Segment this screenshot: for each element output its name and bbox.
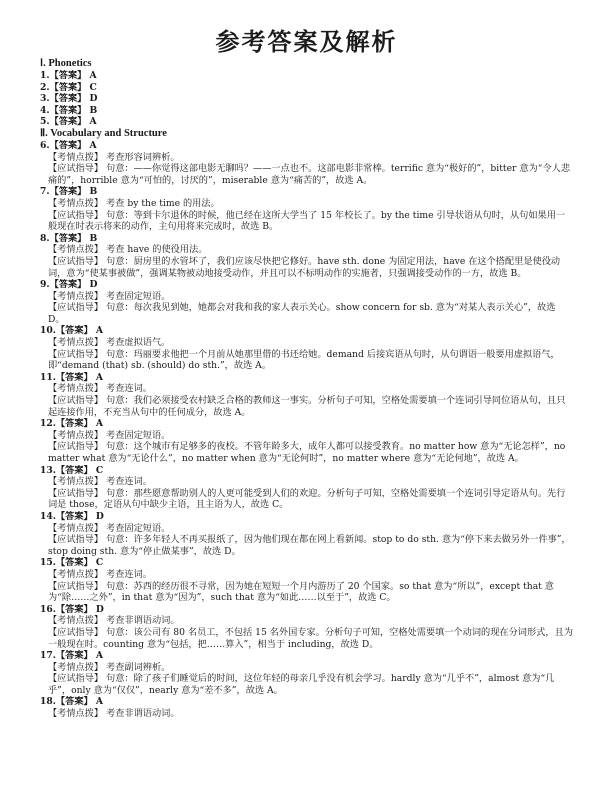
answer-key: 【答案】 A — [55, 325, 104, 337]
exam-point: 【考情点拨】 考查固定短语。 — [48, 290, 171, 302]
answer-guide: 【应试指导】 句意：这个城市有足够多的夜校。不管年龄多大，成年人都可以接受教育。no matter how 意为“无论怎样”，no matter what 意为“无论什么”，no matter when 意为“无论何时”，no matter where 意为“无论何地”，故选 A。 — [48, 441, 566, 464]
answer-key: 【答案】 A — [49, 70, 97, 81]
answer-line — [40, 325, 573, 337]
answer-guide: 【应试指导】 句意：许多年轻人不再买报纸了，因为他们现在都在网上看新闻。stop to do sth. 意为“停下来去做另外一件事”，stop doing sth. 意为“停止做某事”，故选 D。 — [48, 534, 571, 557]
answer-guide: 【应试指导】 句意：那些愿意帮助别人的人更可能受到人们的欢迎。分析句子可知，空格处需要填一个连词引导定语从句。先行词是 those，定语从句中缺少主语，且主语为人，故选 C。 — [48, 487, 566, 511]
question-number: 10. — [40, 325, 56, 337]
exam-point: 【考情点拨】 考查固定短语。 — [48, 429, 171, 441]
question-number: 2. — [40, 81, 50, 93]
section-heading: Ⅰ. Phonetics — [40, 58, 92, 69]
answer-key: 【答案】 B — [49, 104, 98, 116]
exam-point: 【考情点拨】 考查非谓语动词。 — [48, 708, 180, 720]
question-number: 12. — [40, 418, 56, 430]
answer-key: 【答案】 B — [49, 232, 98, 244]
question-number: 17. — [40, 650, 56, 662]
exam-point: 【考情点拨】 考查虚拟语气。 — [48, 337, 171, 349]
question-number: 11. — [40, 371, 56, 383]
exam-point: 【考情点拨】 考查 by the time 的用法。 — [48, 197, 220, 209]
answer-key: 【答案】 A — [55, 650, 104, 662]
answer-key: 【答案】 A — [55, 371, 104, 383]
exam-point: 【考情点拨】 考查连词。 — [48, 383, 152, 395]
exam-point: 【考情点拨】 考查连词。 — [48, 476, 152, 488]
answer-key: 【答案】 A — [49, 116, 97, 128]
answer-line — [40, 418, 573, 430]
answer-line — [40, 70, 573, 82]
answer-line — [40, 465, 573, 477]
answer-line — [40, 233, 573, 245]
answer-line — [40, 93, 573, 105]
question-number: 13. — [40, 464, 56, 476]
answer-line — [40, 557, 573, 569]
answer-line — [40, 140, 573, 152]
answer-key: 【答案】 D — [55, 510, 104, 522]
answer-line — [40, 279, 573, 291]
answer-line — [40, 82, 573, 94]
answer-guide: 【应试指导】 句意：——你觉得这部电影无聊吗？——一点也不。这部电影非常棒。terrific 意为“极好的”，bitter 意为“令人悲痛的”，horrible 意为“可怕的，讨厌的”，miserable 意为“痛苦的”，故选 A。 — [48, 163, 571, 186]
answer-guide: 【应试指导】 句意：每次我见到她，她都会对我和我的家人表示关心。show concern for sb. 意为“对某人表示关心”，故选 D。 — [48, 302, 556, 325]
answer-key: 【答案】 A — [55, 696, 104, 708]
question-number: 5. — [40, 116, 50, 128]
answer-key: 【答案】 C — [55, 557, 104, 569]
answer-guide: 【应试指导】 句意：该公司有 80 名员工，不包括 15 名外国专家。分析句子可知，空格处需要填一个动词的现在分词形式，且为一般现在时。counting 意为“包括，把……算入”，相当于 including，故选 D。 — [48, 626, 573, 650]
question-number: 9. — [40, 279, 50, 291]
exam-point: 【考情点拨】 考查固定短语。 — [48, 522, 171, 534]
question-number: 14. — [40, 510, 56, 522]
answer-line — [40, 116, 573, 128]
question-number: 6. — [40, 139, 50, 151]
answer-key: 【答案】 C — [55, 464, 104, 476]
answer-key: 【答案】 B — [49, 186, 98, 198]
answer-line — [40, 650, 573, 662]
question-number: 3. — [40, 93, 50, 105]
answer-key: 【答案】 A — [55, 418, 104, 430]
page-title: 参考答案及解析 — [215, 28, 398, 56]
answer-key: 【答案】 D — [49, 279, 98, 291]
answer-line — [40, 511, 573, 523]
answer-content — [40, 58, 573, 720]
answer-line — [40, 604, 573, 616]
answer-line — [40, 105, 573, 117]
answer-key: 【答案】 D — [49, 93, 98, 105]
question-number: 4. — [40, 104, 50, 116]
answer-guide: 【应试指导】 句意：苏西的经历很不寻常，因为她在短短一个月内游历了 20 个国家。so that 意为“所以”，except that 意为“除……之外”，in that 意为“因为”，such that 意为“如此……以至于”，故选 C。 — [48, 580, 554, 604]
exam-point: 【考情点拨】 考查形容词辨析。 — [48, 151, 180, 163]
answer-key: 【答案】 C — [49, 81, 97, 93]
question-number: 18. — [40, 696, 56, 708]
answer-guide: 【应试指导】 句意：除了孩子们睡觉后的时间，这位年轻的母亲几乎没有机会学习。hardly 意为“几乎不”，almost 意为“几乎”，only 意为“仅仅”，nearly 意为“差不多”，故选 A。 — [48, 673, 555, 696]
question-number: 16. — [40, 603, 56, 615]
answer-line — [40, 696, 573, 708]
exam-point: 【考情点拨】 考查副词辨析。 — [48, 661, 171, 673]
answer-key: 【答案】 D — [55, 603, 104, 615]
answer-guide: 【应试指导】 句意：我们必须接受农村缺乏合格的教师这一事实。分析句子可知，空格处需要填一个连词引导同位语从句，且只起连接作用，不充当从句中的任何成分，故选 A。 — [48, 395, 566, 418]
question-number: 15. — [40, 557, 56, 569]
exam-point: 【考情点拨】 考查 have 的使役用法。 — [48, 244, 208, 256]
answer-guide: 【应试指导】 句意：玛丽要求他把一个月前从她那里借的书还给她。demand 后接宾语从句时，从句谓语一般要用虚拟语气，即“demand (that) sb. (should) do sth.”，故选 A。 — [48, 348, 560, 372]
question-number: 1. — [40, 70, 50, 81]
exam-point: 【考情点拨】 考查连词。 — [48, 568, 152, 580]
answer-key: 【答案】 A — [49, 139, 97, 151]
section-heading: Ⅱ. Vocabulary and Structure — [40, 127, 167, 139]
answer-line — [40, 372, 573, 384]
question-number: 7. — [40, 186, 50, 198]
answer-line — [40, 186, 573, 198]
answer-guide: 【应试指导】 句意：等到卡尔退休的时候，他已经在这所大学当了 15 年校长了。by the time 引导状语从句时，从句如果用一般现在时表示将来的动作，主句用将来完成时，故选 B。 — [48, 209, 566, 233]
answer-guide: 【应试指导】 句意：厨房里的水管坏了，我们应该尽快把它修好。have sth. done 为固定用法，have 在这个搭配里是使役动词，意为“使某事被做”，强调某物被动地接受动作，并且可以不标明动作的实施者，只强调接受动作的一方，故选 B。 — [48, 255, 561, 279]
question-number: 8. — [40, 232, 50, 244]
exam-point: 【考情点拨】 考查非谓语动词。 — [48, 615, 180, 627]
